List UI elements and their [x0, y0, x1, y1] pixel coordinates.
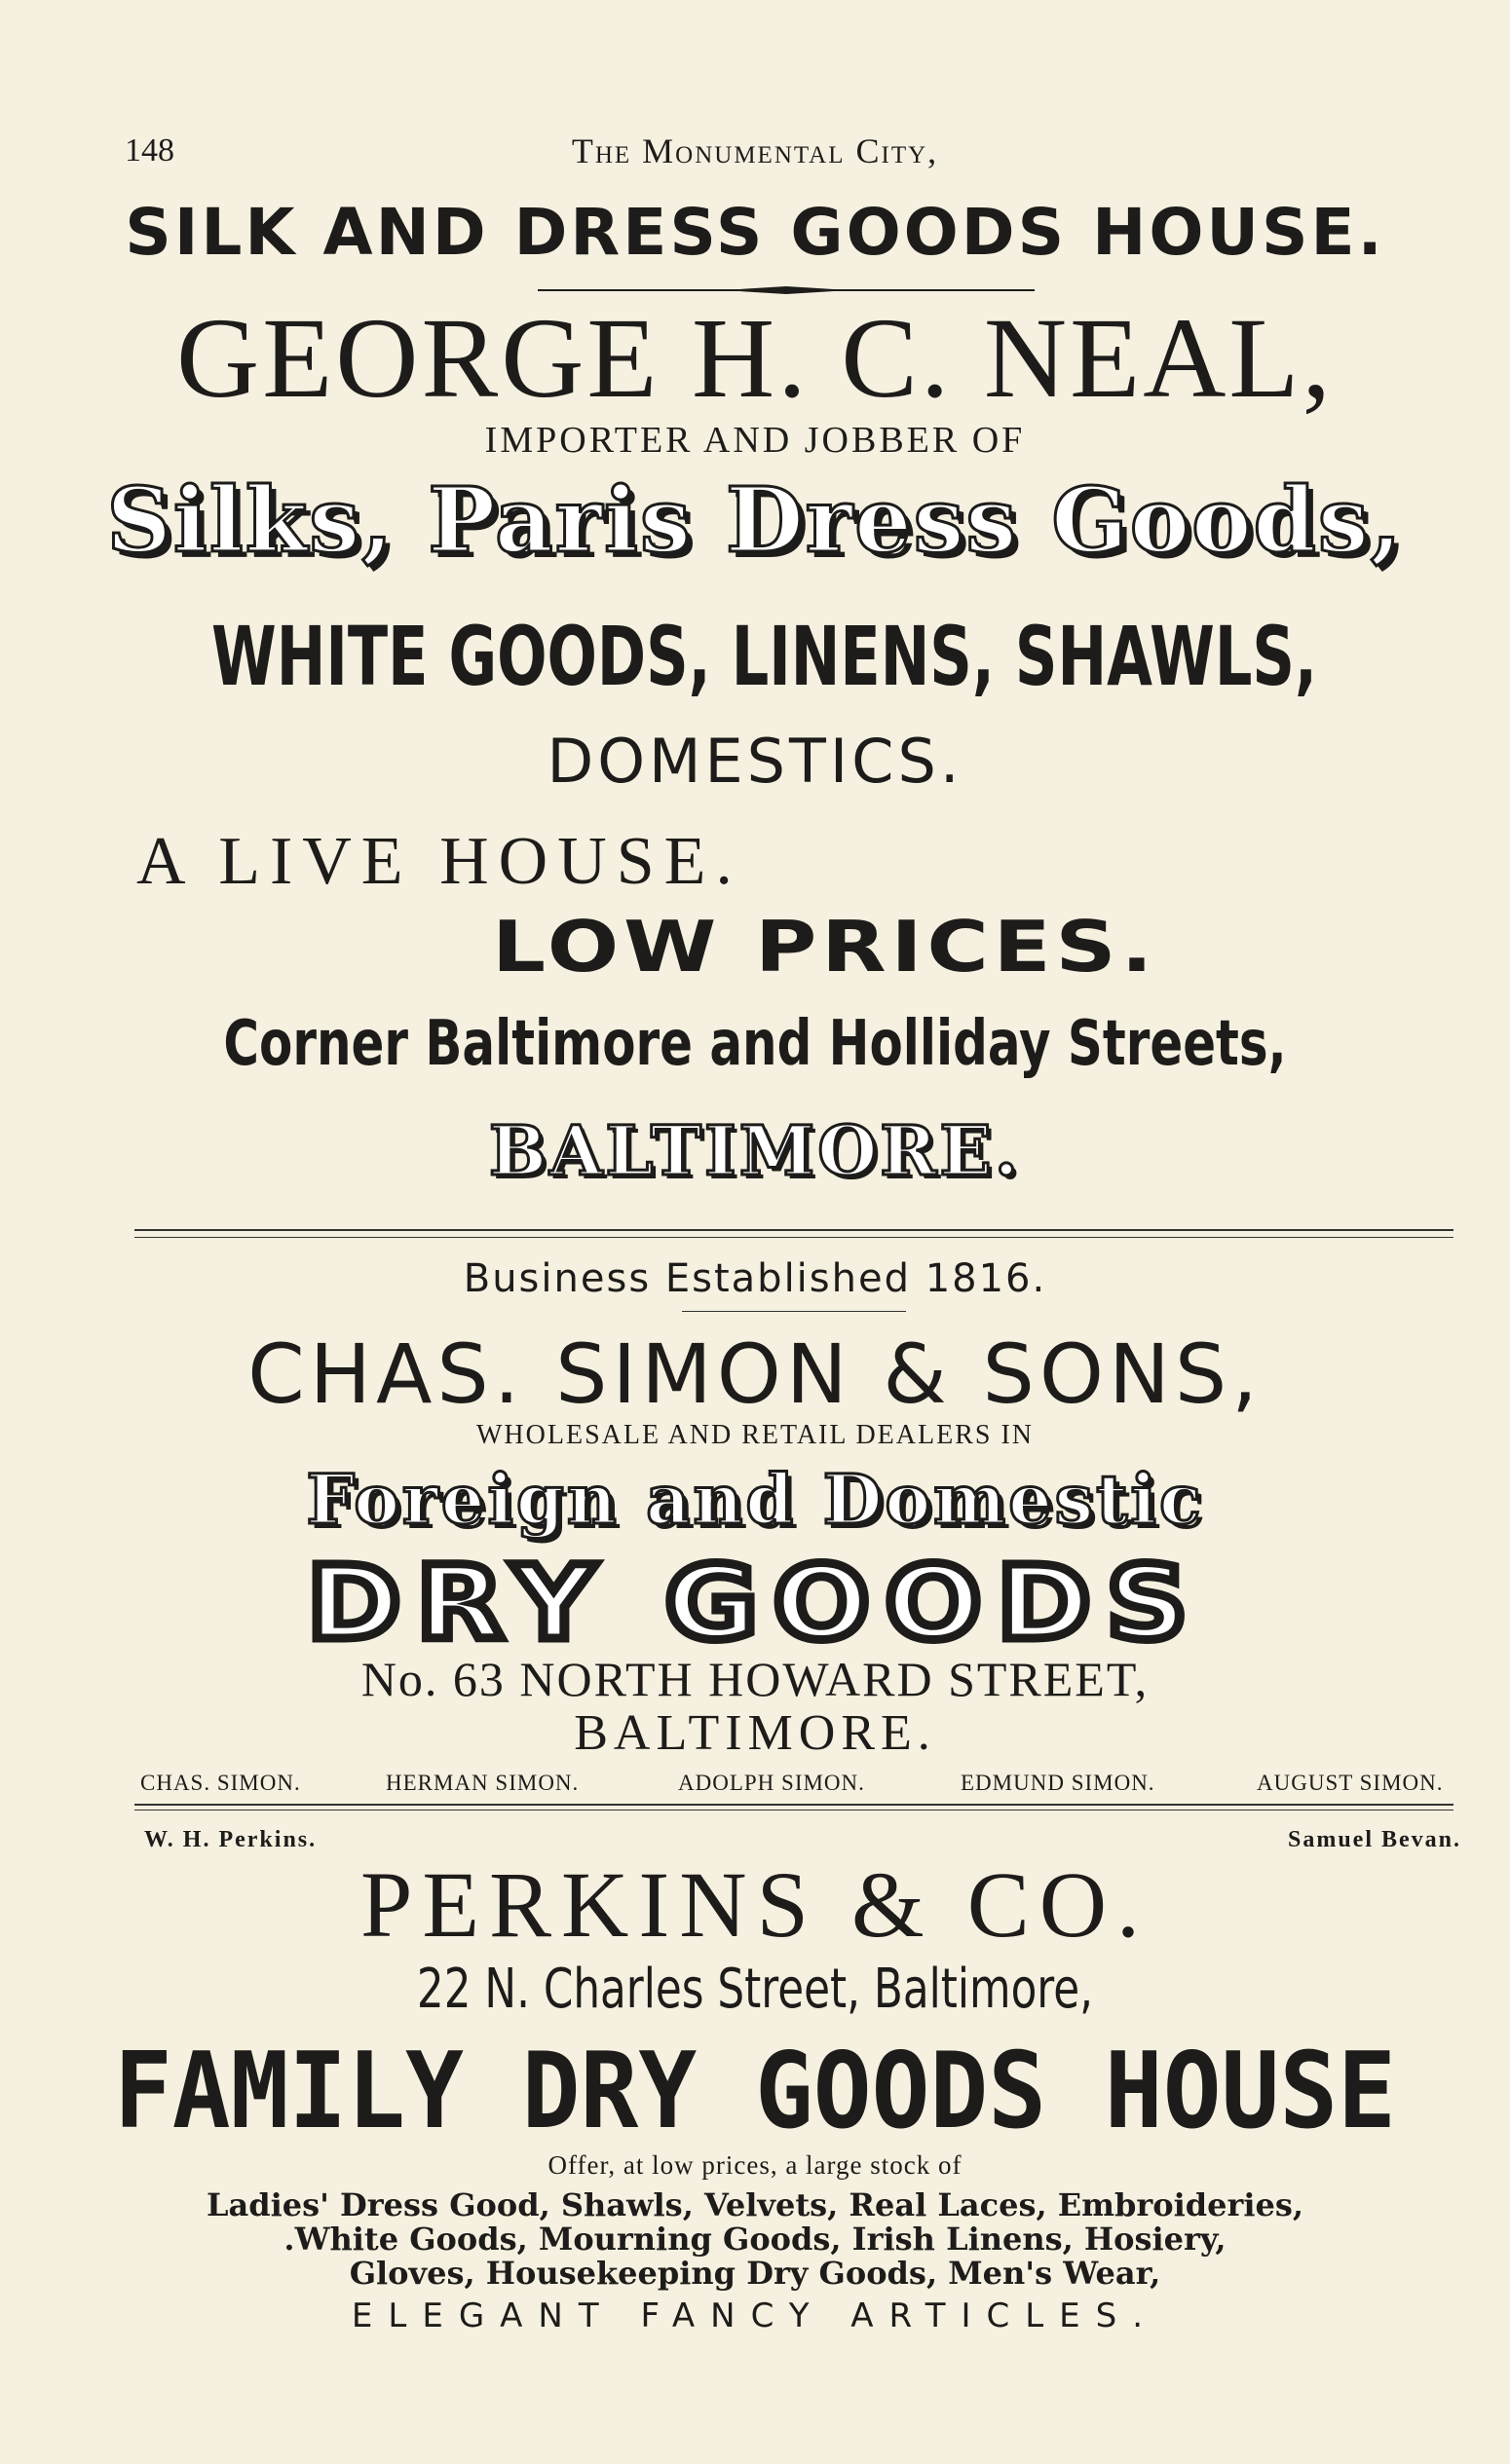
- simon-partner: EDMUND SIMON.: [961, 1771, 1155, 1795]
- neal-headline: SILK AND DRESS GOODS HOUSE.: [125, 195, 1385, 270]
- perkins-goods-line: Gloves, Housekeeping Dry Goods, Men's Wear,: [349, 2255, 1161, 2292]
- established-underline: [682, 1311, 906, 1312]
- simon-partner: AUGUST SIMON.: [1257, 1771, 1444, 1795]
- neal-products: WHITE GOODS, LINENS, SHAWLS,: [211, 609, 1317, 704]
- perkins-partner-right: Samuel Bevan.: [1287, 1827, 1461, 1852]
- perkins-goods-line: Ladies' Dress Good, Shawls, Velvets, Real Laces, Embroideries,: [206, 2186, 1304, 2223]
- perkins-offer: Offer, at low prices, a large stock of: [547, 2150, 963, 2180]
- neal-business-name: GEORGE H. C. NEAL,: [175, 294, 1335, 422]
- neal-slogan-low-prices: LOW PRICES.: [492, 906, 1158, 988]
- section-divider: [134, 1810, 1453, 1811]
- neal-subtitle: IMPORTER AND JOBBER OF: [484, 420, 1026, 461]
- neal-domestics: DOMESTICS.: [547, 726, 963, 797]
- section-divider: [134, 1229, 1453, 1231]
- neal-city: BALTIMORE.: [488, 1110, 1022, 1191]
- simon-address: No. 63 NORTH HOWARD STREET,: [360, 1652, 1150, 1706]
- simon-city: BALTIMORE.: [574, 1705, 936, 1761]
- simon-established: Business Established 1816.: [463, 1256, 1047, 1301]
- perkins-headline: FAMILY DRY GOODS HOUSE: [113, 2031, 1397, 2152]
- simon-partner: ADOLPH SIMON.: [678, 1771, 865, 1795]
- simon-partner: CHAS. SIMON.: [140, 1771, 301, 1795]
- perkins-address: 22 N. Charles Street, Baltimore,: [416, 1958, 1094, 2021]
- neal-address: Corner Baltimore and Holliday Streets,: [223, 1008, 1287, 1080]
- perkins-goods-line: .White Goods, Mourning Goods, Irish Linens, Hosiery,: [283, 2221, 1227, 2258]
- simon-subtitle: WHOLESALE AND RETAIL DEALERS IN: [476, 1420, 1034, 1450]
- running-head: The Monumental City,: [571, 131, 939, 170]
- simon-business-name: CHAS. SIMON & SONS,: [247, 1326, 1263, 1422]
- section-divider: [134, 1804, 1453, 1806]
- neal-ornate-products: Silks, Paris Dress Goods,: [106, 467, 1404, 573]
- simon-partner: HERMAN SIMON.: [386, 1771, 580, 1795]
- section-divider: [134, 1237, 1453, 1238]
- simon-dry-goods: DRY GOODS: [306, 1544, 1204, 1662]
- perkins-closing: ELEGANT FANCY ARTICLES.: [351, 2296, 1159, 2335]
- page-number: 148: [125, 132, 174, 168]
- perkins-business-name: PERKINS & CO.: [359, 1852, 1151, 1957]
- simon-ornate-line: Foreign and Domestic: [306, 1459, 1204, 1540]
- neal-slogan-live-house: A LIVE HOUSE.: [136, 824, 742, 899]
- perkins-partner-left: W. H. Perkins.: [144, 1827, 318, 1852]
